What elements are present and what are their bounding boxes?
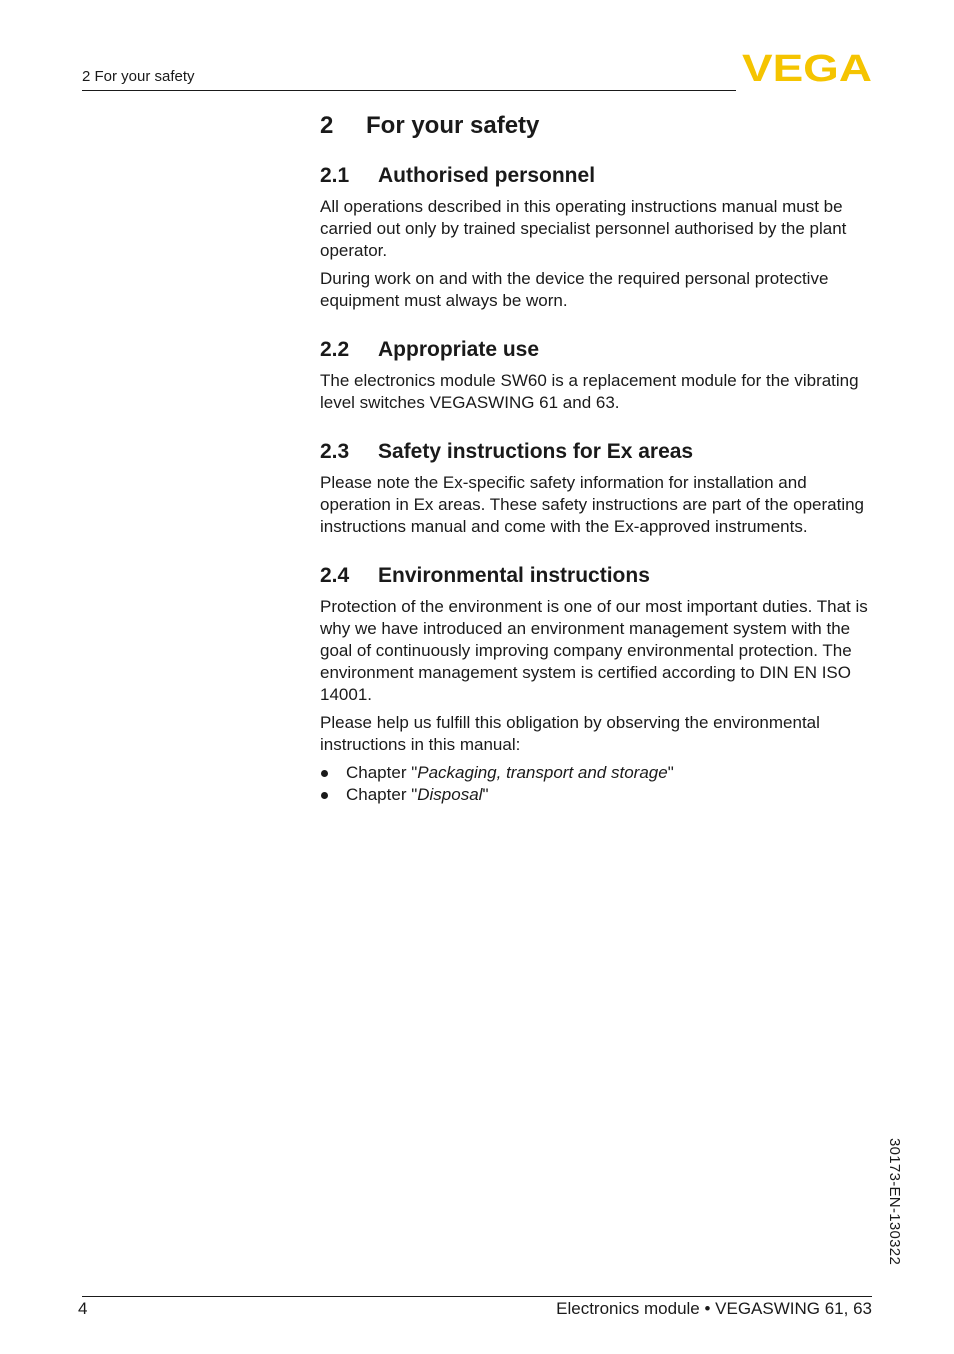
vega-logo-text: VEGA (742, 52, 872, 84)
bullet-icon (321, 792, 328, 799)
paragraph: Please help us fulfill this obligation by observing the environmental instructions in this manual: (320, 713, 820, 754)
section-number: 2.4 (320, 564, 350, 587)
paragraph: Protection of the environment is one of our most important duties. That is why we have introduced an environment management system with the goal of continuously improving company environmental protection. The environment management system is certified according to DIN EN ISO 14001. (320, 597, 868, 704)
section-title: Safety instructions for Ex areas (378, 440, 694, 463)
section-ex-areas (320, 438, 872, 538)
section-heading (320, 438, 872, 466)
section-number: 2.3 (320, 440, 350, 463)
section-title: Environmental instructions (378, 564, 650, 587)
paragraph: During work on and with the device the required personal protective equipment must always be worn. (320, 269, 829, 310)
paragraph: The electronics module SW60 is a replacement module for the vibrating level switches VEGASWING 61 and 63. (320, 371, 859, 412)
section-authorised-personnel (320, 162, 872, 312)
section-heading (320, 162, 872, 190)
bullet-icon (321, 770, 328, 777)
section-number: 2.1 (320, 164, 350, 187)
vega-logo (741, 52, 873, 84)
section-title: Authorised personnel (378, 164, 596, 187)
main-content (320, 108, 872, 830)
section-heading (320, 336, 872, 364)
list-item-suffix: " (482, 785, 489, 804)
list-item (320, 784, 872, 806)
chapter-reference: Disposal (417, 785, 483, 804)
section-environmental-instructions (320, 562, 872, 806)
list-item-suffix: " (667, 763, 674, 782)
document-code: 30173-EN-130322 (886, 1138, 903, 1266)
paragraph: Please note the Ex-specific safety information for installation and operation in Ex areas. These safety instructions are part of the operating instructions manual and come with the Ex-approved instruments. (320, 473, 864, 536)
footer-rule (82, 1296, 872, 1297)
header-rule (82, 90, 736, 91)
list-item-prefix: Chapter " (346, 763, 418, 782)
chapter-title: For your safety (366, 112, 540, 139)
section-number: 2.2 (320, 338, 350, 361)
page-number: 4 (78, 1299, 88, 1318)
chapter-heading (320, 108, 872, 144)
bullet-list (320, 762, 872, 806)
section-appropriate-use (320, 336, 872, 414)
running-header: 2 For your safety (82, 68, 195, 85)
section-heading (320, 562, 872, 590)
list-item (320, 762, 872, 784)
list-item-prefix: Chapter " (346, 785, 418, 804)
chapter-number: 2 (320, 112, 334, 139)
section-title: Appropriate use (378, 338, 540, 361)
footer-title: Electronics module • VEGASWING 61, 63 (556, 1299, 872, 1318)
paragraph: All operations described in this operating instructions manual must be carried out only by trained specialist personnel authorised by the plant operator. (320, 197, 847, 260)
chapter-reference: Packaging, transport and storage (417, 763, 668, 782)
